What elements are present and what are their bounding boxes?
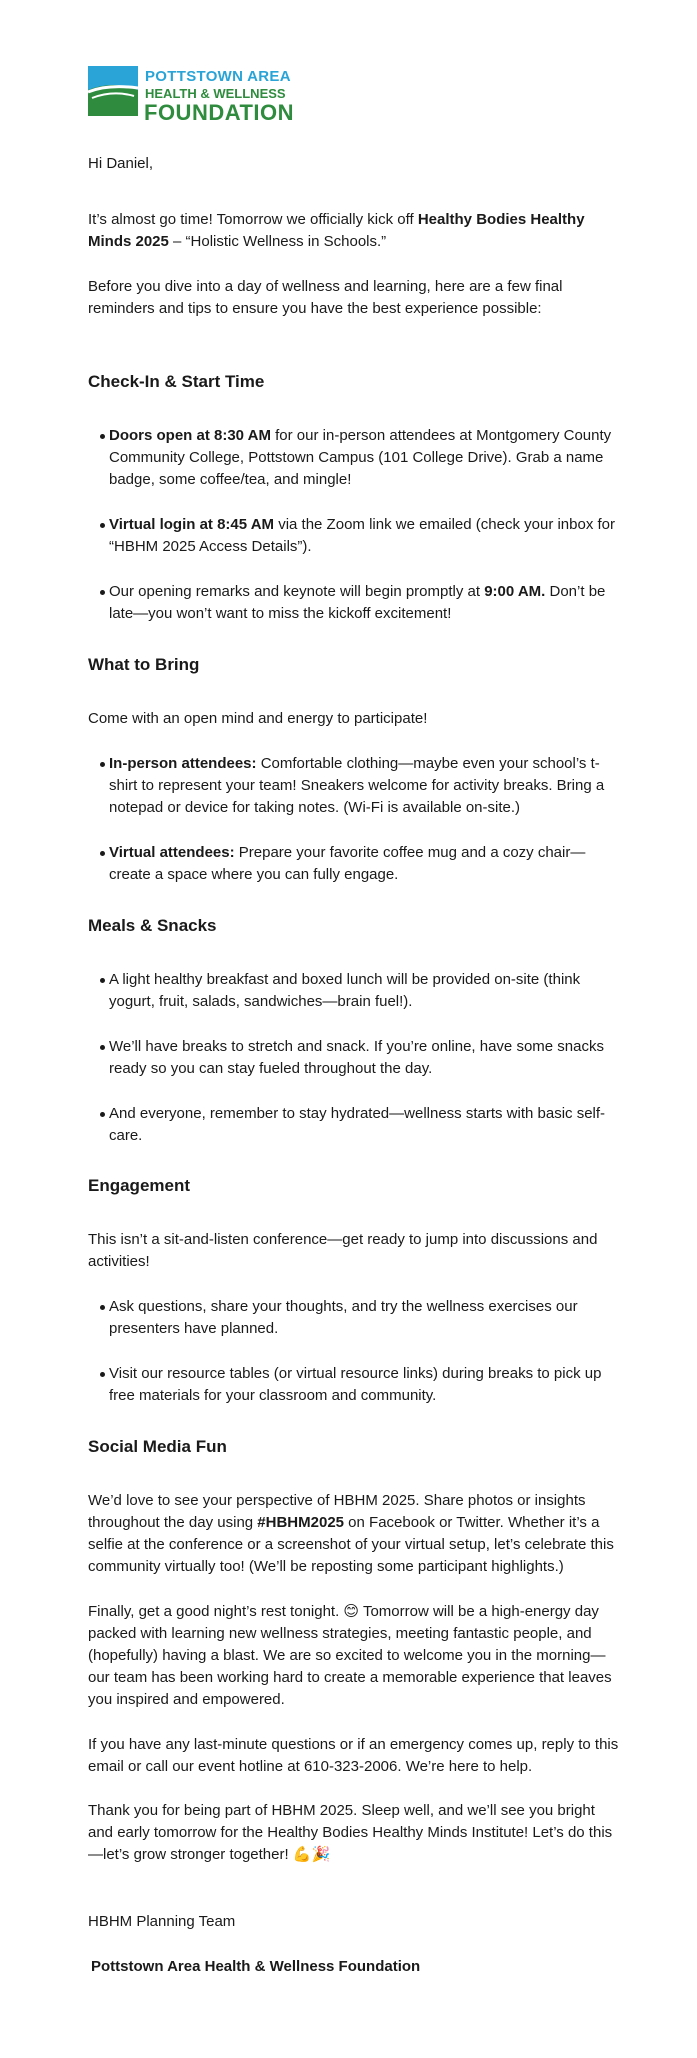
foundation-logo (88, 66, 295, 125)
signoff: HBHM Planning Team (88, 1913, 236, 1930)
closing-paragraph-2: If you have any last-minute questions or if an emergency comes up, reply to this email or call our event hotline at 610-323-2006. We’re here to help. (88, 1736, 619, 1775)
logo-line2: HEALTH & WELLNESS (145, 86, 286, 101)
intro2-paragraph: Before you dive into a day of wellness and learning, here are a few final reminders and tips to ensure you have the best experience possible: (88, 278, 563, 317)
bring-intro: Come with an open mind and energy to participate! (88, 710, 428, 727)
meals-heading: Meals & Snacks (88, 916, 217, 935)
checkin-heading: Check-In & Start Time (88, 372, 265, 391)
email-body: POTTSTOWN AREA HEALTH & WELLNESS FOUNDATION Hi Daniel, It’s almost go time! Tomorrow we officially kick off Healthy Bodies Healthy Minds 2025 – “Holistic Wellness in Schools.” Before you dive into a day of wellness and learning, here are a few final reminders and tips to ensure you have the best experience possible: Check-In & Start Time Doors open at 8:30 AM for our in-person attendees at Montgomery County Community College, Pottstown Campus (101 College Drive). Grab a name badge, some coffee/tea, and mingle! Virtual login at 8:45 AM via the Zoom link we emailed (check your inbox for “HBHM 2025 Access Details”). Our opening remarks and keynote will begin promptly at 9:00 AM. Don’t be late—you won’t want to miss the kickoff excitement! What to Bring Come with an open mind and energy to participate! In-person attendees: Comfortable clothing—maybe even your school’s t-shirt to represent your team! Sneakers welcome for activity breaks. Bring a notepad or device for taking notes. (Wi-Fi is available on-site.) Virtual attendees: Prepare your favorite coffee mug and a cozy chair—create a space where you can fully engage. Meals & Snacks A light healthy breakfast and boxed lunch will be provided on-site (think yogurt, fruit, salads, sandwiches—brain fuel!). We’ll have breaks to stretch and snack. If you’re online, have some snacks ready so you can stay fueled throughout the day. And everyone, remember to stay hydrated—wellness starts with basic self-care. Engagement This isn’t a sit-and-listen conference—get ready to jump into discussions and activities! Ask questions, share your thoughts, and try the wellness exercises our presenters have planned. Visit our resource tables (or virtual resource links) during breaks to pick up free materials for your classroom and community. Social Media Fun We’d love to see your perspective of HBHM 2025. Share photos or insights throughout the day using #HBHM2025 on Facebook or Twitter. Whether it’s a selfie at the conference or a screenshot of your virtual setup, let’s celebrate this community virtually too! (We’ll be reposting some participant highlights.) Finally, get a good night’s rest tonight. 😊 Tomorrow will be a high-energy day packed with learning new wellness strategies, meeting fantastic people, and (hopefully) having a blast. We are so excited to welcome you in the morning—our team has been working hard to create a memorable experience that leaves you inspired and empowered. If you have any last-minute questions or if an emergency comes up, reply to this email or call our event hotline at 610-323-2006. We’re here to help. Thank you for being part of HBHM 2025. Sleep well, and we’ll see you bright and early tomorrow for the Healthy Bodies Healthy Minds Institute! Let’s do this—let’s grow stronger together! 💪🎉 HBHM Planning Team Pottstown Area Health & Wellness Foundation (0, 0, 697, 2058)
closing-paragraph-1: Finally, get a good night’s rest tonight. 😊 Tomorrow will be a high-energy day packed with learning new wellness strategies, meeting fantastic people, and (hopefully) having a blast. We are so excited to welcome you in the morning—our team has been working hard to create a memorable experience that leaves you inspired and empowered. (88, 1603, 612, 1708)
bring-heading: What to Bring (88, 655, 200, 674)
hashtag: #HBHM2025 (257, 1514, 345, 1531)
logo-mark-icon (88, 66, 138, 116)
logo-line1: POTTSTOWN AREA (145, 68, 291, 85)
intro-paragraph: It’s almost go time! Tomorrow we officially kick off Healthy Bodies Healthy Minds 2025 – “Holistic Wellness in Schools.” (88, 211, 585, 250)
event-name: Healthy Bodies Healthy Minds 2025 (88, 211, 585, 250)
engagement-intro: This isn’t a sit-and-listen conference—get ready to jump into discussions and activities! (88, 1231, 598, 1270)
greeting: Hi Daniel, (88, 155, 154, 172)
organization-name: Pottstown Area Health & Wellness Foundation (91, 1958, 421, 1975)
social-paragraph: We’d love to see your perspective of HBHM 2025. Share photos or insights throughout the day using #HBHM2025 on Facebook or Twitter. Whether it’s a selfie at the conference or a screenshot of your virtual setup, let’s celebrate this community virtually too! (We’ll be reposting some participant highlights.) (88, 1492, 614, 1575)
engagement-heading: Engagement (88, 1176, 191, 1195)
logo-line3: FOUNDATION (144, 100, 295, 125)
social-heading: Social Media Fun (88, 1437, 227, 1456)
closing-paragraph-3: Thank you for being part of HBHM 2025. Sleep well, and we’ll see you bright and early tomorrow for the Healthy Bodies Healthy Minds Institute! Let’s do this—let’s grow stronger together! 💪🎉 (88, 1802, 613, 1863)
